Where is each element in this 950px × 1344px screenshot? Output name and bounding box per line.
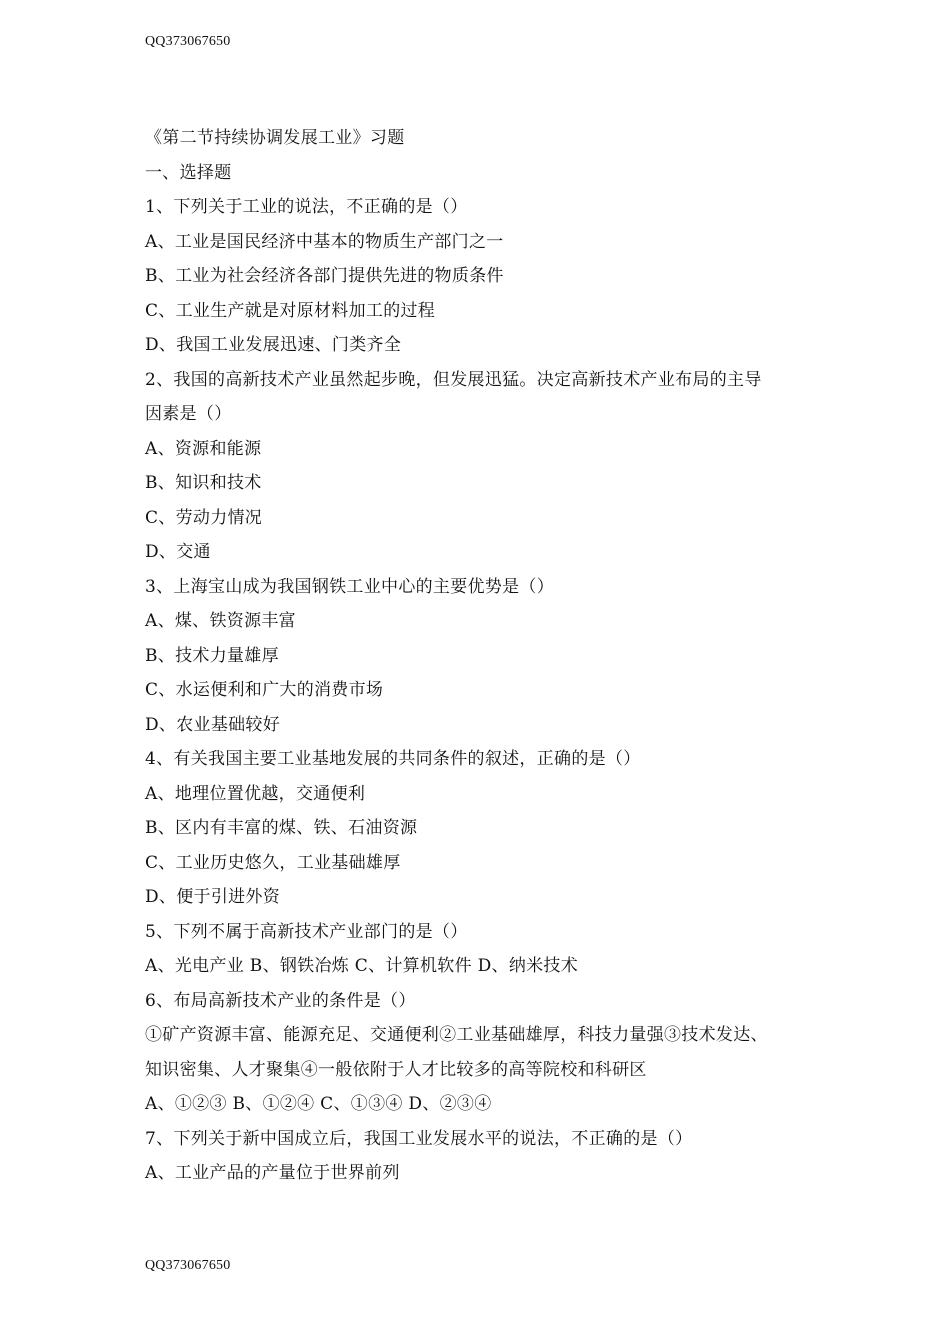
question-6-options: A、①②③ B、①②④ C、①③④ D、②③④ [145, 1094, 492, 1114]
question-2: 2、我国的高新技术产业虽然起步晚，但发展迅猛。决定高新技术产业布局的主导 [145, 369, 762, 390]
question-4-option-b: B、区内有丰富的煤、铁、石油资源 [145, 818, 418, 838]
document-body [145, 121, 815, 1191]
question-4-option-a: A、地理位置优越，交通便利 [145, 783, 366, 804]
question-3: 3、上海宝山成为我国钢铁工业中心的主要优势是（） [145, 576, 555, 597]
question-5-options: A、光电产业 B、钢铁冶炼 C、计算机软件 D、纳米技术 [145, 956, 579, 976]
question-2-option-c: C、劳动力情况 [145, 507, 263, 528]
question-6: 6、布局高新技术产业的条件是（） [145, 990, 416, 1011]
question-3-option-a: A、煤、铁资源丰富 [145, 611, 296, 631]
page-header: QQ373067650 [145, 34, 231, 49]
question-4-option-c: C、工业历史悠久，工业基础雄厚 [145, 852, 401, 873]
question-3-option-d: D、农业基础较好 [145, 714, 281, 735]
question-1-option-b: B、工业为社会经济各部门提供先进的物质条件 [145, 266, 504, 286]
question-1-option-a: A、工业是国民经济中基本的物质生产部门之一 [145, 231, 504, 252]
question-7: 7、下列关于新中国成立后，我国工业发展水平的说法，不正确的是（） [145, 1128, 693, 1149]
question-1: 1、下列关于工业的说法，不正确的是（） [145, 197, 468, 217]
question-5: 5、下列不属于高新技术产业部门的是（） [145, 921, 468, 942]
page-footer: QQ373067650 [145, 1258, 231, 1273]
question-4: 4、有关我国主要工业基地发展的共同条件的叙述，正确的是（） [145, 749, 641, 769]
question-7-option-a: A、工业产品的产量位于世界前列 [145, 1163, 400, 1183]
question-4-option-d: D、便于引进外资 [145, 887, 281, 907]
question-2-option-d: D、交通 [145, 542, 211, 562]
section-heading: 一、选择题 [145, 162, 232, 183]
question-1-option-c: C、工业生产就是对原材料加工的过程 [145, 300, 436, 321]
question-6-statements-continued: 知识密集、人才聚集④一般依附于人才比较多的高等院校和科研区 [145, 1059, 647, 1080]
question-6-statements: ①矿产资源丰富、能源充足、交通便利②工业基础雄厚，科技力量强③技术发达、 [145, 1025, 768, 1045]
question-3-option-b: B、技术力量雄厚 [145, 645, 279, 666]
question-2-option-a: A、资源和能源 [145, 438, 262, 459]
question-3-option-c: C、水运便利和广大的消费市场 [145, 680, 384, 700]
question-1-option-d: D、我国工业发展迅速、门类齐全 [145, 335, 402, 355]
document-title: 《第二节持续协调发展工业》习题 [145, 128, 405, 148]
question-2-option-b: B、知识和技术 [145, 473, 262, 493]
question-2-continued: 因素是（） [145, 404, 232, 424]
